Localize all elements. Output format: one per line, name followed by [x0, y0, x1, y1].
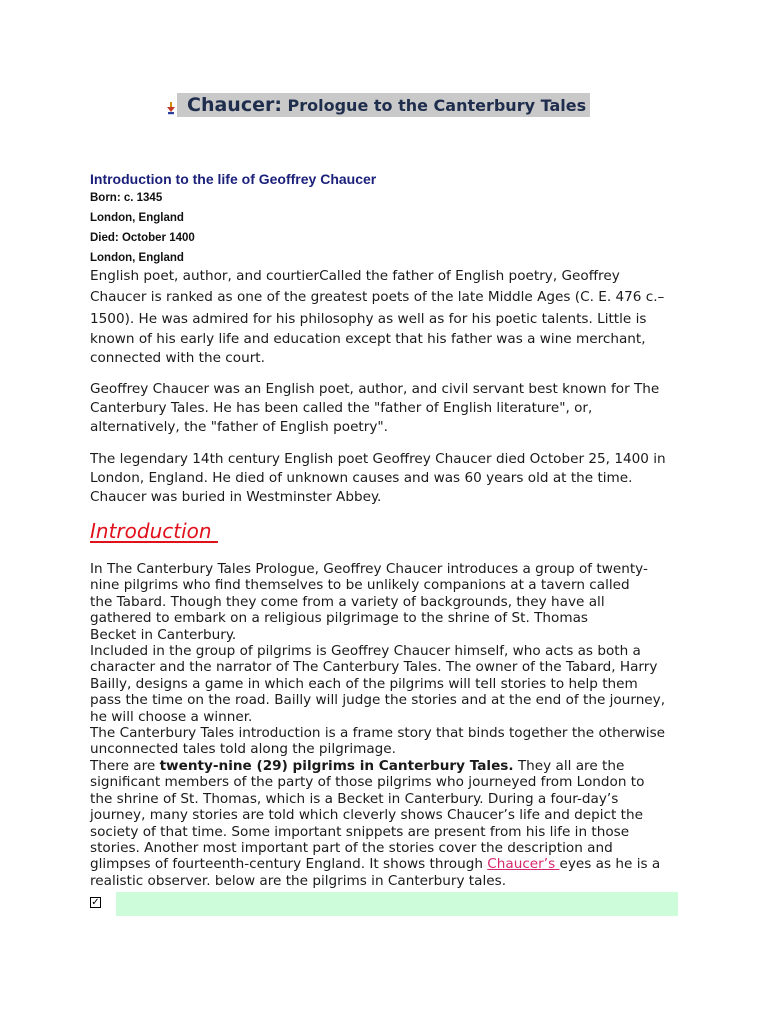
text-line: significant members of the party of those pilgrims who journeyed from London to: [90, 774, 645, 791]
text-line: unconnected tales told along the pilgrimage.: [90, 741, 396, 758]
text-line: London, England. He died of unknown causes and was 60 years old at the time.: [90, 470, 633, 486]
bio-born-place: London, England: [90, 212, 184, 224]
text-line: English poet, author, and courtierCalled the father of English poetry, Geoffrey: [90, 268, 620, 284]
text-line: character and the narrator of The Canterbury Tales. The owner of the Tabard, Harry: [90, 659, 658, 676]
intro-paragraph-2: [90, 643, 685, 725]
text-line: journey, many stories are told which cleverly shows Chaucer’s life and depict the: [90, 807, 643, 824]
text-line: Geoffrey Chaucer was an English poet, author, and civil servant best known for The: [90, 381, 660, 397]
title-subtitle: Prologue to the Canterbury Tales: [281, 96, 587, 115]
text-line: 1500). He was admired for his philosophy as well as for his poetic talents. Little is: [90, 311, 647, 327]
introduction-body: [90, 561, 685, 889]
text-line: the Tabard. Though they come from a variety of backgrounds, they have all: [90, 593, 605, 610]
chaucer-link[interactable]: Chaucer’s: [487, 856, 560, 873]
introduction-heading: Introduction: [90, 519, 218, 543]
text-line: Bailly, designs a game in which each of the pilgrims will tell stories to help them: [90, 675, 638, 692]
bio-died: Died: October 1400: [90, 232, 195, 244]
life-section-heading: Introduction to the life of Geoffrey Chaucer: [90, 171, 377, 187]
inline-text: There are: [90, 757, 160, 774]
text-line: realistic observer. below are the pilgrims in Canterbury tales.: [90, 872, 507, 889]
text-line: The Canterbury Tales introduction is a frame story that binds together the otherwise: [90, 725, 666, 742]
highlight-band: [116, 892, 678, 916]
pilgrim-count-bold: twenty-nine (29) pilgrims in Canterbury Tales.: [159, 757, 514, 774]
life-paragraph-1: [90, 267, 685, 368]
text-line: Canterbury Tales. He has been called the "father of English literature", or,: [90, 400, 593, 416]
text-line: known of his early life and education except that his father was a wine merchant,: [90, 331, 646, 347]
text-line: Included in the group of pilgrims is Geoffrey Chaucer himself, who acts as both a: [90, 643, 641, 660]
bio-born: Born: c. 1345: [90, 192, 163, 204]
text-line: society of that time. Some important snippets are present from his life in those: [90, 823, 630, 840]
text-line: [90, 856, 685, 872]
intro-paragraph-1: [90, 561, 685, 643]
text-line: pass the time on the road. Bailly will judge the stories and at the end of the journey,: [90, 692, 666, 709]
checkbox-row: [90, 892, 678, 916]
text-line: Chaucer is ranked as one of the greatest poets of the late Middle Ages (C. E. 476 c.–: [90, 289, 665, 305]
checkbox[interactable]: [90, 897, 101, 908]
inline-text: eyes as he is a: [559, 856, 661, 873]
document-title: [165, 93, 590, 117]
text-line: Becket in Canterbury.: [90, 626, 237, 643]
text-line: stories. Another most important part of the stories cover the description and: [90, 839, 613, 856]
life-paragraph-3: [90, 450, 685, 507]
intro-paragraph-3: [90, 725, 685, 758]
bio-block: [90, 189, 490, 269]
bullet-arrow-icon: [165, 101, 177, 115]
life-paragraph-2: [90, 380, 685, 437]
text-line: alternatively, the "father of English poetry".: [90, 419, 388, 435]
text-line: In The Canterbury Tales Prologue, Geoffrey Chaucer introduces a group of twenty-: [90, 561, 648, 577]
text-line: Chaucer was buried in Westminster Abbey.: [90, 489, 382, 505]
text-line: connected with the court.: [90, 350, 265, 366]
checkmark-icon: ✓: [91, 897, 100, 908]
text-line: The legendary 14th century English poet Geoffrey Chaucer died October 25, 1400 in: [90, 451, 666, 467]
title-main: Chaucer:: [187, 94, 282, 116]
inline-text: They all are the: [513, 757, 625, 774]
text-line: he will choose a winner.: [90, 708, 253, 725]
text-line: nine pilgrims who find themselves to be unlikely companions at a tavern called: [90, 577, 630, 594]
inline-text: glimpses of fourteenth-century England. It shows through: [90, 856, 488, 873]
text-line: gathered to embark on a religious pilgrimage to the shrine of St. Thomas: [90, 610, 588, 627]
intro-paragraph-4: [90, 758, 685, 889]
text-line: the shrine of St. Thomas, which is a Becket in Canterbury. During a four-day’s: [90, 790, 619, 807]
bio-died-place: London, England: [90, 252, 184, 264]
title-highlight: [177, 93, 590, 117]
text-line: [90, 758, 685, 774]
